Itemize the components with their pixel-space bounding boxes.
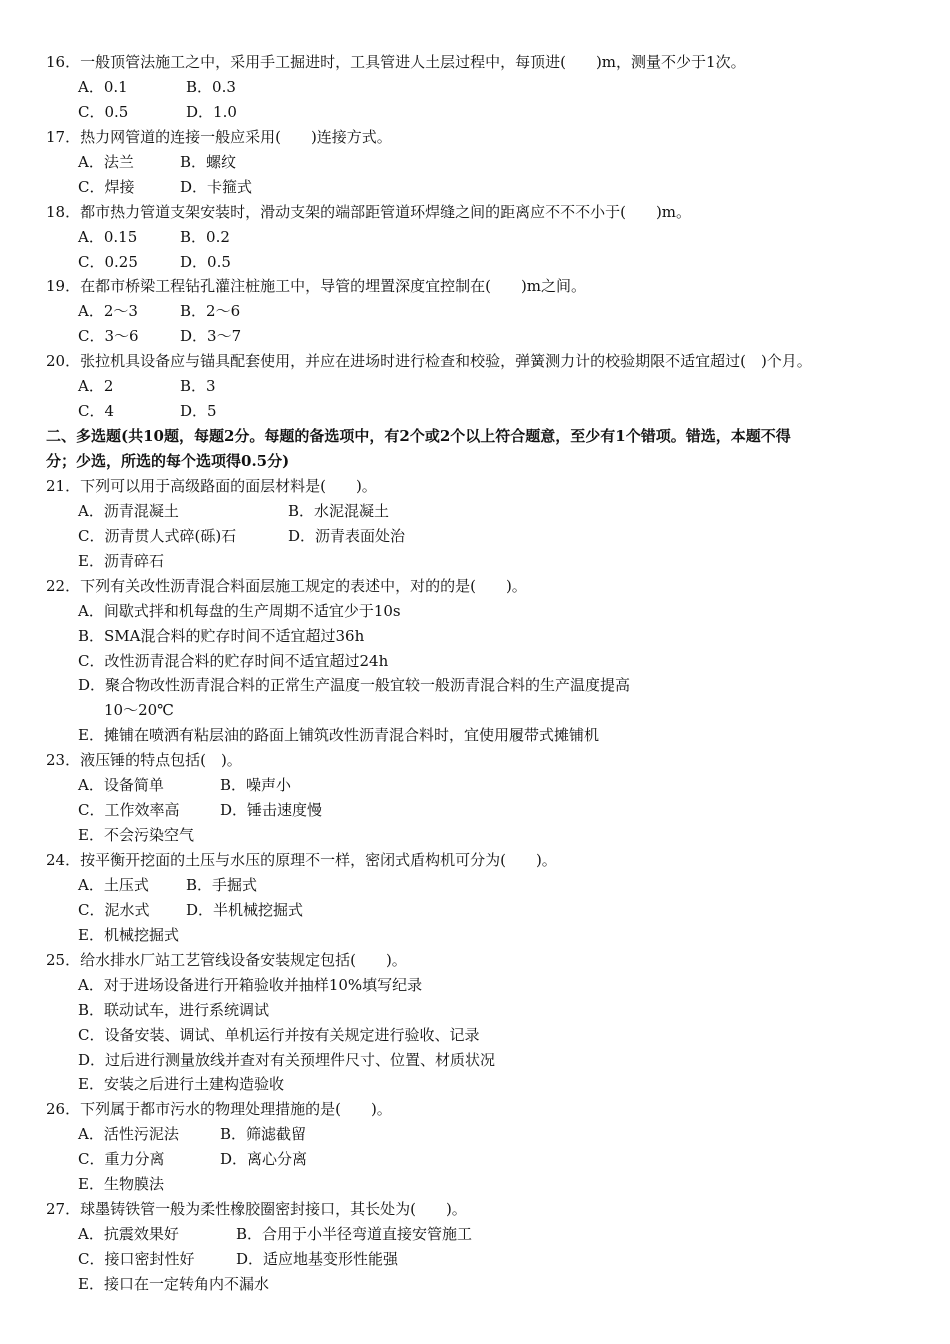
q24-option-b: B．手掘式 bbox=[186, 875, 258, 894]
q17-option-c: C．焊接 bbox=[78, 177, 135, 196]
q16-option-b: B．0.3 bbox=[186, 77, 236, 96]
q20-option-c: C．4 bbox=[78, 402, 115, 421]
q26-option-c: C．重力分离 bbox=[78, 1150, 165, 1169]
q22-option-e: E．摊铺在喷洒有粘层油的路面上铺筑改性沥青混合料时，宜使用履带式摊铺机 bbox=[78, 726, 599, 745]
q21-option-c: C．沥青贯人式碎(砾)石 bbox=[78, 526, 237, 545]
q21-option-a: A．沥青混凝土 bbox=[78, 501, 179, 520]
question-16-options-row-2 bbox=[46, 100, 916, 125]
q25-option-a: A．对于进场设备进行开箱验收并抽样10%填写纪录 bbox=[78, 975, 423, 994]
question-23-options-row-2 bbox=[46, 798, 916, 823]
question-17-options-row-1 bbox=[46, 150, 916, 175]
q26-option-e: E．生物膜法 bbox=[78, 1175, 164, 1194]
q20-option-a: A．2 bbox=[78, 377, 114, 396]
q20-option-b: B．3 bbox=[180, 377, 216, 396]
section-2-heading: 二、多选题(共10题，每题2分。每题的备选项中，有2个或2个以上符合题意，至少有1个错项。错选，本题不得 bbox=[46, 427, 791, 446]
q27-option-d: D．适应地基变形性能强 bbox=[236, 1250, 399, 1268]
q17-option-d: D．卡箍式 bbox=[180, 177, 253, 196]
question-20-stem: 20．张拉机具设备应与锚具配套使用，并应在进场时进行检查和校验，弹簧测力计的校验期限不适宜超过( )个月。 bbox=[46, 352, 812, 371]
q21-option-b: B．水泥混凝土 bbox=[288, 501, 390, 520]
question-16-options-row-1 bbox=[46, 75, 916, 100]
q24-option-e: E．机械挖掘式 bbox=[78, 925, 179, 944]
q22-option-b: B．SMA混合料的贮存时间不适宜超过36h bbox=[78, 626, 365, 645]
q23-option-e: E．不会污染空气 bbox=[78, 826, 194, 845]
q25-option-b: B．联动试车，进行系统调试 bbox=[78, 1000, 270, 1019]
question-20-options-row-1 bbox=[46, 374, 916, 399]
q27-option-e: E．接口在一定转角内不漏水 bbox=[78, 1274, 269, 1293]
q24-option-a: A．土压式 bbox=[78, 875, 149, 894]
question-20-options-row-2 bbox=[46, 399, 916, 424]
question-21-stem: 21．下列可以用于高级路面的面层材料是( )。 bbox=[46, 476, 377, 495]
q23-option-c: C．工作效率高 bbox=[78, 801, 180, 820]
q23-option-a: A．设备简单 bbox=[78, 776, 164, 795]
q24-option-c: C．泥水式 bbox=[78, 900, 150, 919]
question-17-options-row-2 bbox=[46, 175, 916, 200]
q25-option-d: D．过后进行测量放线并查对有关预埋件尺寸、位置、材质状况 bbox=[78, 1050, 496, 1069]
question-16-stem: 16．一般顶管法施工之中，采用手工掘进时，工具管进人土层过程中，每顶进( )m，测量不少于1次。 bbox=[46, 53, 746, 71]
question-27-options-row-1 bbox=[46, 1222, 916, 1247]
q27-option-c: C．接口密封性好 bbox=[78, 1250, 195, 1268]
q17-option-b: B．螺纹 bbox=[180, 152, 237, 171]
q22-option-c: C．改性沥青混合料的贮存时间不适宜超过24h bbox=[78, 651, 389, 670]
q21-option-e: E．沥青碎石 bbox=[78, 551, 164, 570]
q18-option-c: C．0.25 bbox=[78, 252, 138, 271]
question-19-options-row-2 bbox=[46, 324, 916, 349]
q27-option-a: A．抗震效果好 bbox=[78, 1225, 179, 1244]
q23-option-b: B．噪声小 bbox=[220, 776, 292, 795]
question-17-stem: 17．热力网管道的连接一般应采用( )连接方式。 bbox=[46, 127, 392, 146]
q18-option-d: D．0.5 bbox=[180, 252, 231, 271]
exam-page bbox=[46, 50, 916, 1297]
question-24-options-row-1 bbox=[46, 873, 916, 898]
question-26-stem: 26．下列属于都市污水的物理处理措施的是( )。 bbox=[46, 1100, 392, 1119]
question-24-stem: 24．按平衡开挖面的土压与水压的原理不一样，密闭式盾构机可分为( )。 bbox=[46, 851, 557, 869]
q22-option-d: D．聚合物改性沥青混合料的正常生产温度一般宜较一般沥青混合料的生产温度提高 bbox=[78, 676, 631, 695]
section-2-heading-cont: 分；少选，所选的每个选项得0.5分) bbox=[46, 452, 290, 470]
q26-option-d: D．离心分离 bbox=[220, 1150, 308, 1169]
q17-option-a: A．法兰 bbox=[78, 152, 134, 171]
q16-option-a: A．0.1 bbox=[78, 77, 128, 96]
q18-option-a: A．0.15 bbox=[78, 227, 138, 246]
question-18-options-row-1 bbox=[46, 225, 916, 250]
q26-option-a: A．活性污泥法 bbox=[78, 1125, 179, 1144]
question-22-stem: 22．下列有关改性沥青混合料面层施工规定的表述中，对的的是( )。 bbox=[46, 576, 527, 595]
q22-option-d-continued: 10～20℃ bbox=[104, 701, 174, 720]
q16-option-c: C．0.5 bbox=[78, 102, 129, 121]
q20-option-d: D．5 bbox=[180, 402, 217, 421]
question-19-stem: 19．在都市桥梁工程钻孔灌注桩施工中，导管的埋置深度宜控制在( )m之间。 bbox=[46, 277, 587, 296]
q21-option-d: D．沥青表面处治 bbox=[288, 526, 406, 545]
question-19-options-row-1 bbox=[46, 299, 916, 324]
question-18-options-row-2 bbox=[46, 250, 916, 275]
question-21-options-row-1 bbox=[46, 499, 916, 524]
q25-option-c: C．设备安装、调试、单机运行并按有关规定进行验收、记录 bbox=[78, 1025, 480, 1044]
question-23-stem: 23．液压锤的特点包括( )。 bbox=[46, 751, 242, 770]
q27-option-b: B．合用于小半径弯道直接安管施工 bbox=[236, 1225, 473, 1244]
question-27-stem: 27．球墨铸铁管一般为柔性橡胶圈密封接口，其长处为( )。 bbox=[46, 1200, 467, 1219]
question-26-options-row-1 bbox=[46, 1122, 916, 1147]
q26-option-b: B．筛滤截留 bbox=[220, 1125, 307, 1144]
q25-option-e: E．安装之后进行土建构造验收 bbox=[78, 1075, 284, 1094]
question-21-options-row-2 bbox=[46, 524, 916, 549]
question-25-stem: 25．给水排水厂站工艺管线设备安装规定包括( )。 bbox=[46, 950, 407, 969]
question-26-options-row-2 bbox=[46, 1147, 916, 1172]
q22-option-a: A．间歇式拌和机每盘的生产周期不适宜少于10s bbox=[78, 601, 401, 620]
q19-option-c: C．3～6 bbox=[78, 327, 139, 346]
q23-option-d: D．锤击速度慢 bbox=[220, 801, 323, 820]
q24-option-d: D．半机械挖掘式 bbox=[186, 900, 304, 919]
question-23-options-row-1 bbox=[46, 773, 916, 798]
q19-option-b: B．2～6 bbox=[180, 302, 241, 321]
q19-option-a: A．2～3 bbox=[78, 302, 138, 321]
question-18-stem: 18．都市热力管道支架安装时，滑动支架的端部距管道环焊缝之间的距离应不不不小于( )m。 bbox=[46, 202, 692, 221]
question-27-options-row-2 bbox=[46, 1247, 916, 1272]
question-24-options-row-2 bbox=[46, 898, 916, 923]
q19-option-d: D．3～7 bbox=[180, 327, 242, 346]
q18-option-b: B．0.2 bbox=[180, 227, 230, 246]
q16-option-d: D．1.0 bbox=[186, 102, 237, 121]
